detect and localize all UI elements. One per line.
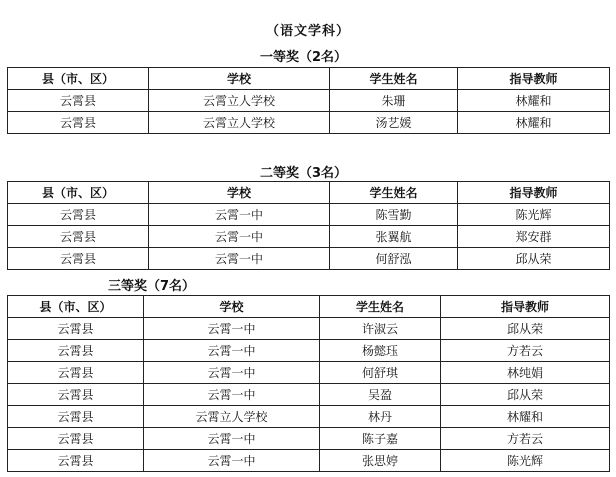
table-row [8, 318, 610, 340]
cell-teacher: 陈光辉 [441, 450, 610, 472]
header-teacher: 指导教师 [441, 296, 610, 318]
cell-county: 云霄县 [8, 362, 144, 384]
cell-school: 云霄立人学校 [149, 112, 330, 134]
table-row [8, 384, 610, 406]
cell-school: 云霄一中 [144, 318, 320, 340]
cell-teacher: 林耀和 [458, 112, 610, 134]
cell-county: 云霄县 [8, 450, 144, 472]
header-student: 学生姓名 [330, 68, 458, 90]
cell-county: 云霄县 [8, 112, 149, 134]
cell-teacher: 方若云 [441, 428, 610, 450]
second-prize-table [7, 181, 610, 270]
cell-school: 云霄立人学校 [149, 90, 330, 112]
cell-county: 云霄县 [8, 90, 149, 112]
header-school: 学校 [149, 182, 330, 204]
table-row [8, 428, 610, 450]
third-prize-table [7, 295, 610, 472]
cell-school: 云霄一中 [144, 384, 320, 406]
cell-teacher: 林纯娟 [441, 362, 610, 384]
subject-title: （语文学科） [265, 24, 350, 39]
header-teacher: 指导教师 [458, 182, 610, 204]
cell-teacher: 林耀和 [441, 406, 610, 428]
cell-county: 云霄县 [8, 384, 144, 406]
cell-student: 张思婷 [320, 450, 441, 472]
cell-teacher: 邱从荣 [441, 318, 610, 340]
cell-student: 陈雪勤 [330, 204, 458, 226]
cell-student: 何舒琪 [320, 362, 441, 384]
cell-county: 云霄县 [8, 226, 149, 248]
cell-student: 杨懿珏 [320, 340, 441, 362]
table-header-row [8, 182, 610, 204]
cell-county: 云霄县 [8, 248, 149, 270]
cell-county: 云霄县 [8, 340, 144, 362]
cell-student: 汤艺媛 [330, 112, 458, 134]
cell-student: 林丹 [320, 406, 441, 428]
cell-school: 云霄一中 [149, 248, 330, 270]
cell-county: 云霄县 [8, 318, 144, 340]
cell-student: 许淑云 [320, 318, 441, 340]
header-county: 县（市、区） [8, 296, 144, 318]
cell-school: 云霄一中 [144, 428, 320, 450]
table-row [8, 204, 610, 226]
header-county: 县（市、区） [8, 68, 149, 90]
first-prize-table [7, 67, 610, 134]
table-header-row [8, 68, 610, 90]
cell-student: 张翼航 [330, 226, 458, 248]
table-row [8, 112, 610, 134]
cell-teacher: 邱从荣 [441, 384, 610, 406]
cell-school: 云霄一中 [149, 226, 330, 248]
cell-school: 云霄一中 [144, 362, 320, 384]
cell-county: 云霄县 [8, 406, 144, 428]
table-row [8, 340, 610, 362]
header-teacher: 指导教师 [458, 68, 610, 90]
cell-student: 朱珊 [330, 90, 458, 112]
cell-student: 吴盈 [320, 384, 441, 406]
second-prize-title: 二等奖（3名） [260, 166, 348, 181]
table-header-row [8, 296, 610, 318]
third-prize-title: 三等奖（7名） [108, 279, 196, 294]
cell-teacher: 邱从荣 [458, 248, 610, 270]
header-school: 学校 [144, 296, 320, 318]
cell-teacher: 郑安群 [458, 226, 610, 248]
header-student: 学生姓名 [330, 182, 458, 204]
table-row [8, 450, 610, 472]
cell-student: 陈子嘉 [320, 428, 441, 450]
header-county: 县（市、区） [8, 182, 149, 204]
cell-school: 云霄一中 [144, 450, 320, 472]
cell-student: 何舒泓 [330, 248, 458, 270]
header-school: 学校 [149, 68, 330, 90]
table-row [8, 90, 610, 112]
first-prize-title: 一等奖（2名） [260, 50, 348, 65]
cell-teacher: 林耀和 [458, 90, 610, 112]
cell-school: 云霄一中 [144, 340, 320, 362]
table-row [8, 226, 610, 248]
cell-teacher: 方若云 [441, 340, 610, 362]
cell-teacher: 陈光辉 [458, 204, 610, 226]
cell-county: 云霄县 [8, 204, 149, 226]
table-row [8, 406, 610, 428]
header-student: 学生姓名 [320, 296, 441, 318]
cell-county: 云霄县 [8, 428, 144, 450]
table-row [8, 248, 610, 270]
cell-school: 云霄一中 [149, 204, 330, 226]
cell-school: 云霄立人学校 [144, 406, 320, 428]
table-row [8, 362, 610, 384]
